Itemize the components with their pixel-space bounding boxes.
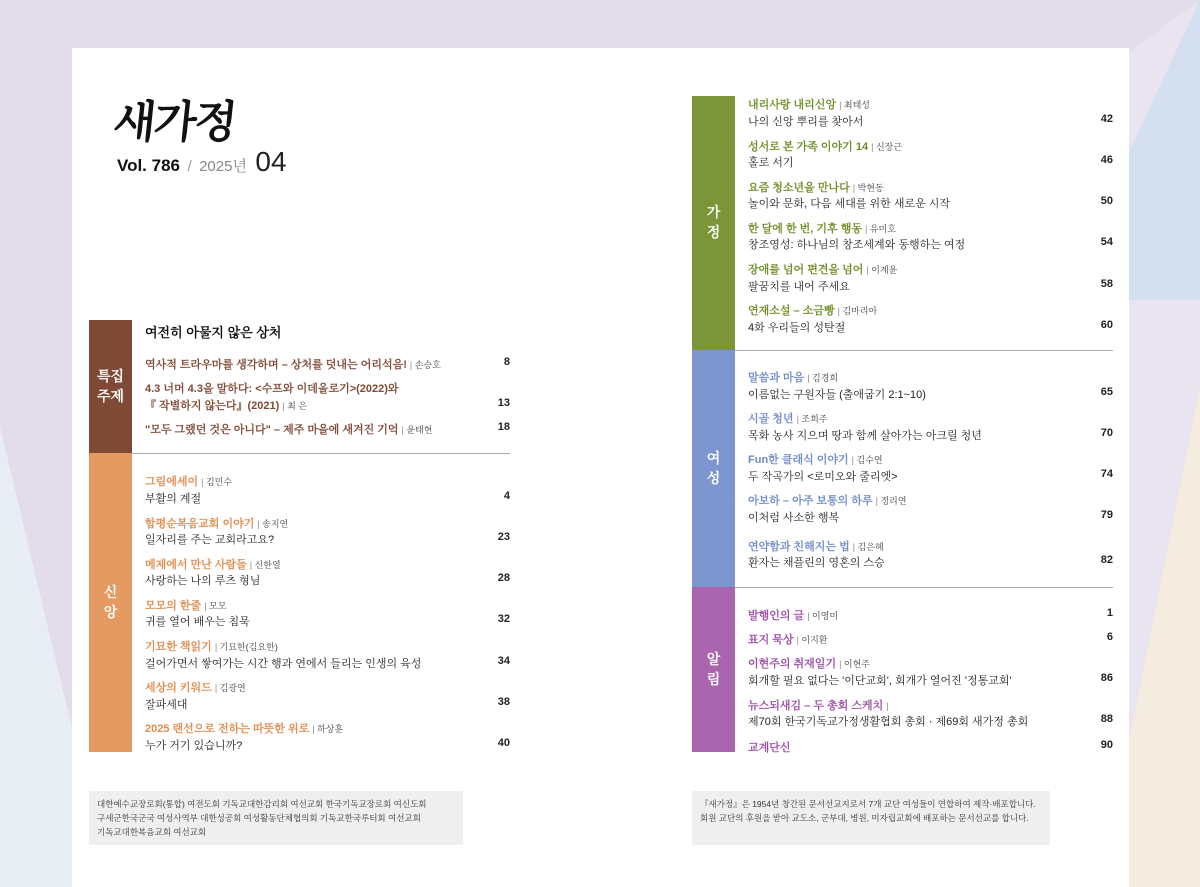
page-number: 40 xyxy=(497,737,510,749)
entry-title: 『 작별하지 않는다』(2021) xyxy=(145,400,280,412)
entry-title: 표지 묵상 xyxy=(748,634,794,646)
toc-entry[interactable] xyxy=(145,421,432,437)
entry-author: | 윤태현 xyxy=(402,425,433,435)
entry-author: | 기묘한(김요한) xyxy=(215,642,278,652)
entry-title: 역사적 트라우마를 생각하며 – 상처를 덧내는 어리석음! xyxy=(145,359,407,371)
toc-entry[interactable] xyxy=(145,720,343,736)
entry-title: 2025 랜선으로 전하는 따뜻한 위로 xyxy=(145,723,310,735)
toc-entry[interactable] xyxy=(748,655,870,671)
page-number: 74 xyxy=(1100,468,1113,480)
entry-title: 세상의 키워드 xyxy=(145,682,212,694)
entry-subtitle: 4화 우리들의 성탄절 xyxy=(748,322,846,334)
page-number: 28 xyxy=(497,572,510,584)
entry-subtitle: 사랑하는 나의 루츠 형님 xyxy=(145,575,261,587)
page-number: 90 xyxy=(1100,739,1113,751)
entry-subtitle: 부활의 계절 xyxy=(145,493,202,505)
about-box xyxy=(692,791,1050,845)
entry-title: 이현주의 취재일기 xyxy=(748,658,837,670)
entry-subtitle: 목화 농사 지으며 땅과 함께 살아가는 아크릴 청년 xyxy=(748,430,982,442)
page-number: 70 xyxy=(1100,427,1113,439)
entry-author: | 박현동 xyxy=(853,183,884,193)
toc-entry[interactable] xyxy=(748,96,870,112)
entry-title: 연약함과 친해지는 법 xyxy=(748,541,850,553)
volume-number: Vol. 786 xyxy=(117,156,180,175)
page-number: 1 xyxy=(1106,607,1113,619)
toc-entry[interactable] xyxy=(748,739,791,755)
issue-year: 2025년 xyxy=(199,158,247,175)
toc-entry[interactable] xyxy=(145,473,232,489)
denominations-box xyxy=(89,791,463,845)
entry-author: | 모모 xyxy=(204,601,226,611)
section-divider xyxy=(735,350,1113,351)
entry-title: 요즘 청소년을 만나다 xyxy=(748,182,850,194)
toc-entry[interactable] xyxy=(145,556,281,572)
entry-subtitle: 회개할 필요 없다는 '이단교회', 회개가 열어진 '정통교회' xyxy=(748,675,1012,687)
section-divider xyxy=(735,587,1113,588)
page-number: 38 xyxy=(497,696,510,708)
magazine-logo: 새가정 xyxy=(110,97,238,148)
page-number: 65 xyxy=(1100,386,1113,398)
entry-author: | 하상훈 xyxy=(312,724,343,734)
entry-subtitle: 제70회 한국기독교가정생활협회 총회 · 제69회 새가정 총회 xyxy=(748,716,1029,728)
entry-author: | 신장근 xyxy=(871,142,902,152)
section-divider xyxy=(132,453,510,454)
entry-author: | 조희주 xyxy=(797,414,828,424)
entry-subtitle: 나의 신앙 뿌리를 찾아서 xyxy=(748,116,864,128)
toc-entry[interactable] xyxy=(145,638,278,654)
page-number: 32 xyxy=(497,613,510,625)
toc-entry[interactable] xyxy=(145,356,441,372)
entry-author: | 손승호 xyxy=(410,360,441,370)
entry-title: 뉴스되새김 – 두 총회 스케치 xyxy=(748,700,884,712)
entry-title: "모두 그랬던 것은 아니다" – 제주 마을에 새겨진 기억 xyxy=(145,424,399,436)
toc-entry-continued xyxy=(145,397,307,413)
page-number: 46 xyxy=(1100,154,1113,166)
section-label-faith xyxy=(89,453,132,752)
entry-title: 모모의 한줄 xyxy=(145,600,202,612)
issue-info xyxy=(117,146,287,178)
separator: / xyxy=(187,158,192,175)
page-number: 50 xyxy=(1100,195,1113,207)
page-number: 88 xyxy=(1100,713,1113,725)
entry-title: 아보하 – 아주 보통의 하루 xyxy=(748,495,873,507)
entry-author: | 김은혜 xyxy=(853,542,884,552)
entry-subtitle: 이처럼 사소한 행복 xyxy=(748,512,840,524)
toc-entry[interactable] xyxy=(748,138,902,154)
entry-subtitle: 걸어가면서 쌓여가는 시간 행과 연에서 들리는 인생의 육성 xyxy=(145,658,422,670)
page-number: 34 xyxy=(497,655,510,667)
footer-line: 회원 교단의 후원을 받아 교도소, 군부대, 병원, 미자립교회에 배포하는 문서선교를 합니다. xyxy=(700,813,1029,823)
entry-title: 성서로 본 가족 이야기 14 xyxy=(748,141,869,153)
section-label-feature xyxy=(89,320,132,453)
toc-entry[interactable] xyxy=(748,410,828,426)
entry-author: | 김민수 xyxy=(201,477,232,487)
page-number: 54 xyxy=(1100,236,1113,248)
entry-title: 기묘한 책읽기 xyxy=(145,641,212,653)
entry-title: 시골 청년 xyxy=(748,413,794,425)
toc-entry[interactable] xyxy=(748,179,884,195)
page-number: 86 xyxy=(1100,672,1113,684)
entry-author: | 최 은 xyxy=(282,401,307,411)
entry-author: | 김광연 xyxy=(215,683,246,693)
toc-entry[interactable] xyxy=(748,369,838,385)
page-number: 4 xyxy=(503,490,510,502)
entry-subtitle: 놀이와 문화, 다음 세대를 위한 새로운 시작 xyxy=(748,198,951,210)
toc-entry[interactable] xyxy=(748,492,907,508)
section-label-text: 신 앙 xyxy=(103,584,118,621)
entry-title: 한 달에 한 번, 기후 행동 xyxy=(748,223,862,235)
entry-title: 4.3 너머 4.3을 말하다: <수프와 이데올로기>(2022)와 xyxy=(145,383,399,395)
toc-entry[interactable] xyxy=(145,597,226,613)
separator: | xyxy=(886,701,889,711)
entry-title: Fun한 클래식 이야기 xyxy=(748,454,849,466)
section-label-text: 여 성 xyxy=(706,450,721,487)
section-label-women xyxy=(692,350,735,587)
toc-entry[interactable] xyxy=(145,679,246,695)
entry-author: | 김마리아 xyxy=(838,306,878,316)
entry-author: | 이계윤 xyxy=(866,265,897,275)
feature-heading: 여전히 아물지 않은 상처 xyxy=(145,325,282,340)
page-number: 13 xyxy=(497,397,510,409)
page-number: 60 xyxy=(1100,319,1113,331)
section-label-text: 특집 주제 xyxy=(96,368,125,405)
page-number: 42 xyxy=(1100,113,1113,125)
issue-month: 04 xyxy=(255,146,287,177)
page-number: 23 xyxy=(497,531,510,543)
toc-entry[interactable] xyxy=(145,380,399,396)
entry-title: 장애를 넘어 편견을 넘어 xyxy=(748,264,864,276)
toc-entry[interactable] xyxy=(748,538,884,554)
entry-subtitle: 환자는 채플린의 영혼의 스승 xyxy=(748,557,885,569)
entry-subtitle: 이름없는 구원자들 (출애굽기 2:1~10) xyxy=(748,389,926,401)
toc-entry[interactable] xyxy=(748,302,877,318)
toc-entry[interactable] xyxy=(145,515,288,531)
entry-author: | 최태성 xyxy=(839,100,870,110)
footer-line: 『새가정』은 1954년 창간된 문서선교지로서 7개 교단 여성들이 연합하여 제작·배포합니다. xyxy=(700,799,1036,809)
entry-author: | 유미호 xyxy=(865,224,896,234)
entry-subtitle: 잘파세대 xyxy=(145,699,188,711)
entry-author: | 이영미 xyxy=(807,611,838,621)
footer-line: 대한예수교장로회(통합) 여전도회 기독교대한감리회 여선교회 한국기독교장로회 여신도회 xyxy=(97,799,427,809)
entry-author: | 송지연 xyxy=(257,519,288,529)
entry-subtitle: 귀를 열어 배우는 침묵 xyxy=(145,616,250,628)
entry-title: 말씀과 마음 xyxy=(748,372,805,384)
entry-title: 그림에세이 xyxy=(145,476,199,488)
toc-entry[interactable] xyxy=(748,451,883,467)
footer-line: 기독교대한복음교회 여선교회 xyxy=(97,827,207,837)
entry-title: 함평순복음교회 이야기 xyxy=(145,518,255,530)
entry-author: | 김경희 xyxy=(807,373,838,383)
toc-entry[interactable] xyxy=(748,631,828,647)
page-number: 58 xyxy=(1100,278,1113,290)
page-number: 18 xyxy=(497,421,510,433)
entry-title: 교계단신 xyxy=(748,742,791,754)
toc-entry[interactable] xyxy=(748,607,838,623)
entry-title: 발행인의 글 xyxy=(748,610,805,622)
footer-line: 구세군한국군국 여성사역부 대한성공회 여성활동단체협의회 기독교한국루터회 여선교회 xyxy=(97,813,421,823)
entry-subtitle: 두 작곡가의 <로미오와 줄리엣> xyxy=(748,471,898,483)
section-label-home xyxy=(692,96,735,350)
section-label-text: 가 정 xyxy=(706,205,721,241)
entry-title: 내리사랑 내리신앙 xyxy=(748,99,837,111)
section-label-text: 알 림 xyxy=(706,651,721,688)
toc-entry[interactable] xyxy=(748,261,897,277)
entry-title: 메제에서 만난 사람들 xyxy=(145,559,247,571)
page-number: 82 xyxy=(1100,554,1113,566)
page-number: 8 xyxy=(503,356,510,368)
page-number: 6 xyxy=(1106,631,1113,643)
entry-subtitle: 홀로 서기 xyxy=(748,157,794,169)
entry-author: | 이현주 xyxy=(839,659,870,669)
entry-title: 연재소설 – 소금빵 xyxy=(748,305,835,317)
entry-author: | 정리연 xyxy=(876,496,907,506)
entry-subtitle: 팔꿈치를 내어 주세요 xyxy=(748,281,850,293)
entry-subtitle: 창조영성: 하나님의 창조세계와 동행하는 여정 xyxy=(748,239,966,251)
entry-subtitle: 일자리를 주는 교회라고요? xyxy=(145,534,275,546)
entry-author: | 김수연 xyxy=(852,455,883,465)
entry-author: | 이지환 xyxy=(797,635,828,645)
section-label-news xyxy=(692,587,735,752)
toc-entry[interactable] xyxy=(748,697,889,713)
entry-author: | 신한열 xyxy=(250,560,281,570)
entry-subtitle: 누가 거기 있습니까? xyxy=(145,740,243,752)
page-number: 79 xyxy=(1100,509,1113,521)
toc-entry[interactable] xyxy=(748,220,896,236)
